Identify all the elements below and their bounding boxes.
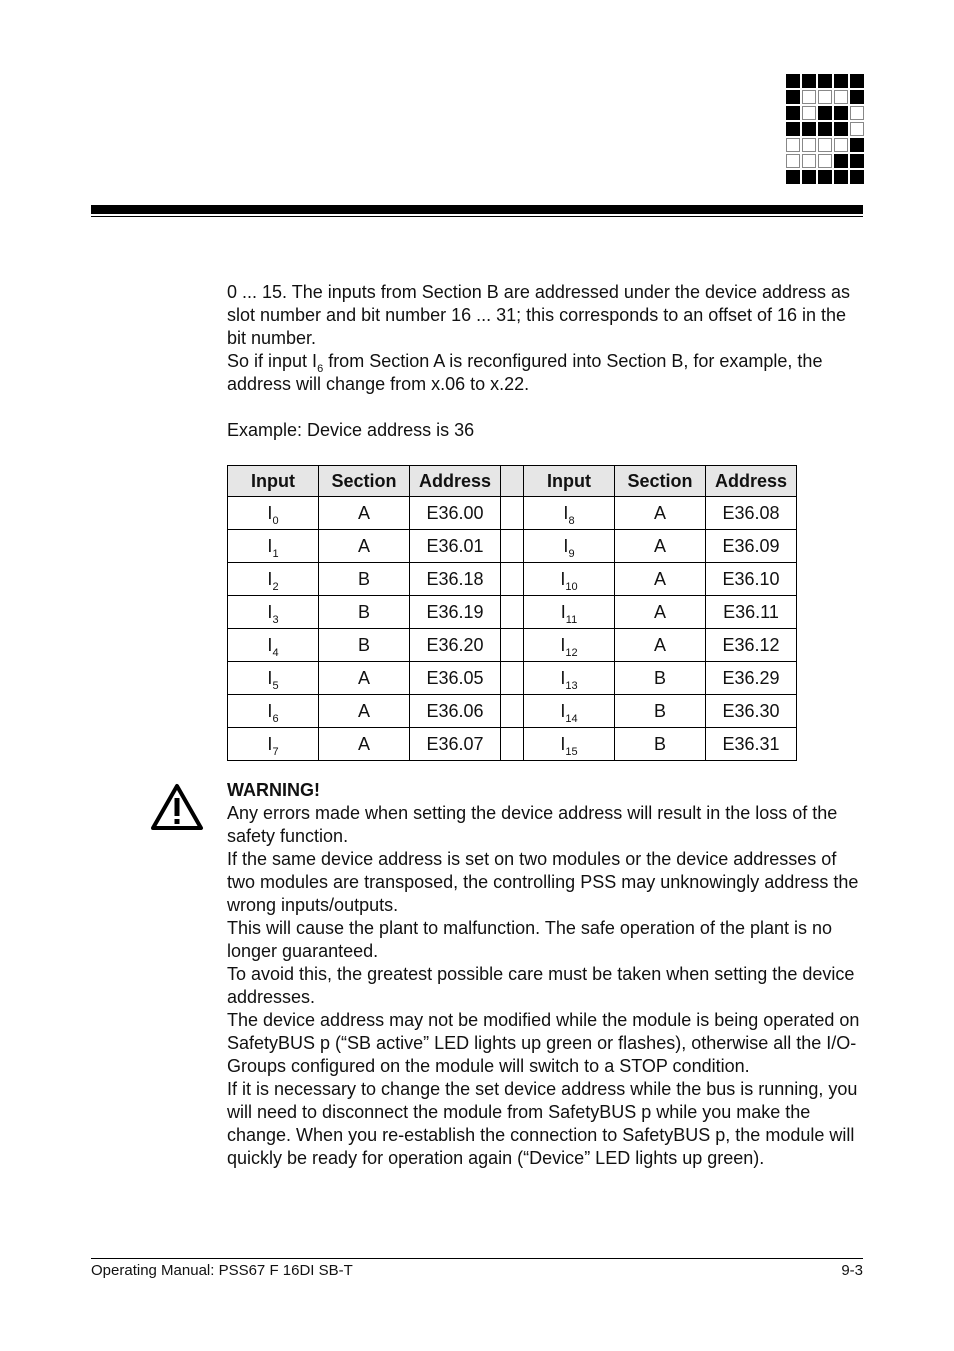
- logo-cell: [850, 90, 864, 104]
- cell-section: A: [319, 497, 410, 530]
- example-line: Example: Device address is 36: [227, 420, 475, 440]
- cell-section: A: [319, 695, 410, 728]
- cell-address: E36.19: [410, 596, 501, 629]
- cell-address: E36.06: [410, 695, 501, 728]
- cell-address: E36.20: [410, 629, 501, 662]
- cell-gap: [501, 695, 524, 728]
- logo-cell: [802, 138, 816, 152]
- cell-section: B: [319, 596, 410, 629]
- footer-page-number: 9-3: [841, 1262, 863, 1279]
- col-input-left: Input: [228, 466, 319, 497]
- cell-input: $I_{11}$: [524, 596, 615, 629]
- cell-section: B: [615, 728, 706, 761]
- cell-section: A: [615, 596, 706, 629]
- intro-paragraph-2: So if input $I_6$ from Section A is reconfigured into Section B, for example, the address will change from x.06 to x.22.: [227, 351, 823, 394]
- cell-address: E36.30: [706, 695, 797, 728]
- intro-text: [227, 281, 867, 442]
- cell-section: B: [615, 662, 706, 695]
- logo-cell: [834, 138, 848, 152]
- cell-address: E36.01: [410, 530, 501, 563]
- table-row: [228, 662, 797, 695]
- logo-cell: [818, 106, 832, 120]
- logo-cell: [818, 170, 832, 184]
- warning-paragraph: This will cause the plant to malfunction. The safe operation of the plant is no longer guaranteed.: [227, 918, 833, 961]
- logo-cell: [834, 106, 848, 120]
- address-table: [227, 465, 797, 761]
- logo-cell: [818, 122, 832, 136]
- cell-address: E36.10: [706, 563, 797, 596]
- cell-gap: [501, 563, 524, 596]
- warning-title: WARNING!: [227, 780, 320, 800]
- cell-input: $I_1$: [228, 530, 319, 563]
- cell-input: $I_2$: [228, 563, 319, 596]
- cell-address: E36.00: [410, 497, 501, 530]
- warning-paragraph: If it is necessary to change the set device address while the bus is running, you will need to disconnect the module from SafetyBUS p while you make the change. When you re-establish the connection to SafetyBUS p, the module will quickly be ready for operation again (“Device” LED lights up green).: [227, 1079, 858, 1168]
- cell-input: $I_9$: [524, 530, 615, 563]
- header-rule-thin: [91, 216, 863, 217]
- logo-cell: [786, 90, 800, 104]
- logo-cell: [786, 106, 800, 120]
- logo-cell: [818, 74, 832, 88]
- warning-block: [227, 779, 867, 1170]
- col-section-left: Section: [319, 466, 410, 497]
- logo-cell: [850, 74, 864, 88]
- cell-input: $I_0$: [228, 497, 319, 530]
- warning-paragraph: If the same device address is set on two modules or the device addresses of two modules are transposed, the controlling PSS may unknowingly address the wrong inputs/outputs.: [227, 849, 859, 915]
- cell-gap: [501, 629, 524, 662]
- cell-section: A: [615, 563, 706, 596]
- logo-cell: [802, 170, 816, 184]
- cell-input: $I_4$: [228, 629, 319, 662]
- logo-cell: [850, 154, 864, 168]
- table-row: [228, 596, 797, 629]
- logo-cell: [834, 122, 848, 136]
- table-header-row: [228, 466, 797, 497]
- logo-cell: [786, 138, 800, 152]
- warning-paragraph: The device address may not be modified while the module is being operated on SafetyBUS p (“SB active” LED lights up green or flashes), otherwise all the I/O-Groups configured on the module will switch to a STOP condition.: [227, 1010, 860, 1076]
- logo-cell: [834, 90, 848, 104]
- cell-address: E36.05: [410, 662, 501, 695]
- logo-cell: [802, 122, 816, 136]
- footer-manual-title: Operating Manual: PSS67 F 16DI SB-T: [91, 1262, 353, 1279]
- logo-cell: [850, 138, 864, 152]
- col-address-left: Address: [410, 466, 501, 497]
- logo-cell: [786, 170, 800, 184]
- cell-input: $I_{13}$: [524, 662, 615, 695]
- logo-cell: [850, 122, 864, 136]
- cell-input: $I_7$: [228, 728, 319, 761]
- cell-input: $I_5$: [228, 662, 319, 695]
- col-gap: [501, 466, 524, 497]
- logo-cell: [834, 154, 848, 168]
- cell-section: B: [615, 695, 706, 728]
- col-input-right: Input: [524, 466, 615, 497]
- col-section-right: Section: [615, 466, 706, 497]
- cell-section: A: [319, 530, 410, 563]
- logo-cell: [834, 170, 848, 184]
- logo-cell: [818, 90, 832, 104]
- intro-paragraph: 0 ... 15. The inputs from Section B are addressed under the device address as slot number and bit number 16 ... 31; this corresponds to an offset of 16 in the bit number.: [227, 282, 851, 348]
- table-row: [228, 497, 797, 530]
- logo-cell: [818, 138, 832, 152]
- logo-cell: [786, 74, 800, 88]
- cell-section: A: [319, 662, 410, 695]
- cell-gap: [501, 497, 524, 530]
- cell-address: E36.09: [706, 530, 797, 563]
- cell-section: A: [615, 530, 706, 563]
- cell-input: $I_8$: [524, 497, 615, 530]
- table-row: [228, 629, 797, 662]
- cell-address: E36.11: [706, 596, 797, 629]
- logo-cell: [802, 90, 816, 104]
- cell-address: E36.29: [706, 662, 797, 695]
- logo-cell: [786, 122, 800, 136]
- footer-rule: [91, 1258, 863, 1259]
- cell-gap: [501, 530, 524, 563]
- logo-cell: [802, 106, 816, 120]
- warning-paragraph: To avoid this, the greatest possible care must be taken when setting the device addresses.: [227, 964, 855, 1007]
- cell-section: B: [319, 629, 410, 662]
- cell-address: E36.07: [410, 728, 501, 761]
- logo-cell: [834, 74, 848, 88]
- logo-cell: [850, 170, 864, 184]
- cell-input: $I_{10}$: [524, 563, 615, 596]
- logo-cell: [802, 154, 816, 168]
- logo-cell: [802, 74, 816, 88]
- table-row: [228, 563, 797, 596]
- cell-input: $I_{15}$: [524, 728, 615, 761]
- warning-paragraph: Any errors made when setting the device address will result in the loss of the safety function.: [227, 803, 838, 846]
- cell-input: $I_6$: [228, 695, 319, 728]
- cell-address: E36.31: [706, 728, 797, 761]
- cell-address: E36.18: [410, 563, 501, 596]
- cell-input: $I_{12}$: [524, 629, 615, 662]
- logo-cell: [850, 106, 864, 120]
- header-rule: [91, 205, 863, 214]
- col-address-right: Address: [706, 466, 797, 497]
- cell-gap: [501, 728, 524, 761]
- cell-gap: [501, 596, 524, 629]
- cell-input: $I_{14}$: [524, 695, 615, 728]
- cell-section: B: [319, 563, 410, 596]
- cell-address: E36.12: [706, 629, 797, 662]
- table-row: [228, 728, 797, 761]
- cell-input: $I_3$: [228, 596, 319, 629]
- chapter-logo-icon: [786, 74, 864, 184]
- table-row: [228, 530, 797, 563]
- cell-section: A: [615, 629, 706, 662]
- table-row: [228, 695, 797, 728]
- logo-cell: [786, 154, 800, 168]
- logo-cell: [818, 154, 832, 168]
- cell-gap: [501, 662, 524, 695]
- warning-triangle-icon: [150, 783, 204, 831]
- cell-address: E36.08: [706, 497, 797, 530]
- cell-section: A: [319, 728, 410, 761]
- cell-section: A: [615, 497, 706, 530]
